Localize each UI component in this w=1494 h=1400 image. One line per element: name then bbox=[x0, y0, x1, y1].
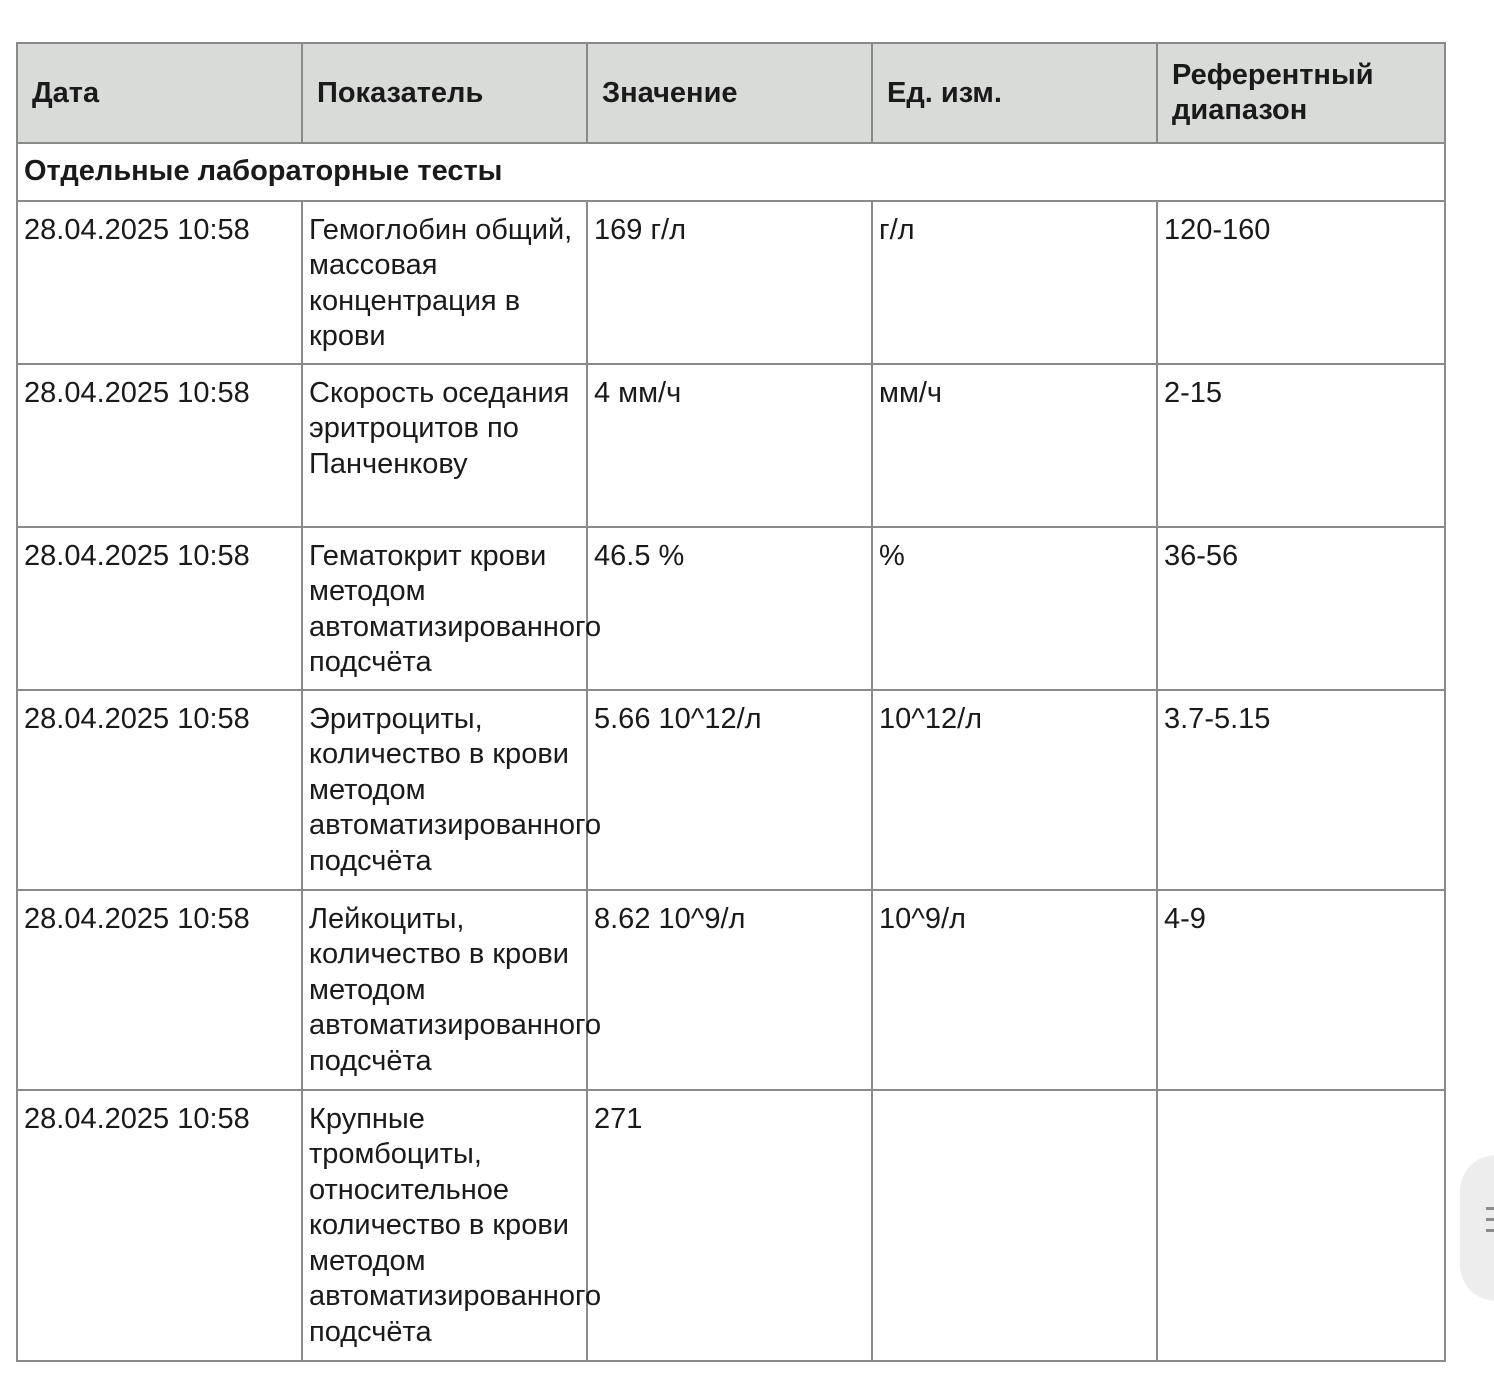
lab-results-table bbox=[16, 42, 1446, 1362]
cell-value: 5.66 10^12/л bbox=[587, 690, 872, 890]
cell-value: 8.62 10^9/л bbox=[587, 890, 872, 1090]
header-indicator: Показатель bbox=[302, 43, 587, 143]
menu-lines-icon bbox=[1486, 1207, 1494, 1237]
side-panel-handle[interactable] bbox=[1460, 1155, 1494, 1301]
cell-range bbox=[1157, 1090, 1445, 1361]
cell-indicator: Гематокрит крови методом автоматизированного подсчёта bbox=[302, 527, 587, 690]
table-row bbox=[17, 890, 1445, 1090]
cell-unit: 10^12/л bbox=[872, 690, 1157, 890]
cell-value: 4 мм/ч bbox=[587, 364, 872, 527]
table-row bbox=[17, 364, 1445, 527]
cell-indicator: Гемоглобин общий, массовая концентрация в крови bbox=[302, 201, 587, 364]
cell-date: 28.04.2025 10:58 bbox=[17, 690, 302, 890]
cell-indicator: Скорость оседания эритроцитов по Панченкову bbox=[302, 364, 587, 527]
cell-indicator: Крупные тромбоциты, относительное количество в крови методом автоматизированного подсчёта bbox=[302, 1090, 587, 1361]
cell-date: 28.04.2025 10:58 bbox=[17, 364, 302, 527]
header-range: Референтный диапазон bbox=[1157, 43, 1445, 143]
section-row bbox=[17, 143, 1445, 201]
cell-indicator: Эритроциты, количество в крови методом автоматизированного подсчёта bbox=[302, 690, 587, 890]
cell-range: 4-9 bbox=[1157, 890, 1445, 1090]
section-title: Отдельные лабораторные тесты bbox=[17, 143, 1445, 201]
cell-indicator: Лейкоциты, количество в крови методом автоматизированного подсчёта bbox=[302, 890, 587, 1090]
cell-date: 28.04.2025 10:58 bbox=[17, 201, 302, 364]
cell-unit: 10^9/л bbox=[872, 890, 1157, 1090]
header-date: Дата bbox=[17, 43, 302, 143]
cell-date: 28.04.2025 10:58 bbox=[17, 1090, 302, 1361]
header-unit: Ед. изм. bbox=[872, 43, 1157, 143]
cell-value: 169 г/л bbox=[587, 201, 872, 364]
cell-unit: г/л bbox=[872, 201, 1157, 364]
table-row bbox=[17, 690, 1445, 890]
header-row bbox=[17, 43, 1445, 143]
cell-range: 2-15 bbox=[1157, 364, 1445, 527]
header-value: Значение bbox=[587, 43, 872, 143]
cell-range: 36-56 bbox=[1157, 527, 1445, 690]
cell-unit bbox=[872, 1090, 1157, 1361]
cell-value: 271 bbox=[587, 1090, 872, 1361]
table-row bbox=[17, 527, 1445, 690]
cell-range: 3.7-5.15 bbox=[1157, 690, 1445, 890]
cell-value: 46.5 % bbox=[587, 527, 872, 690]
table-row bbox=[17, 201, 1445, 364]
cell-unit: мм/ч bbox=[872, 364, 1157, 527]
table-row bbox=[17, 1090, 1445, 1361]
cell-date: 28.04.2025 10:58 bbox=[17, 527, 302, 690]
cell-range: 120-160 bbox=[1157, 201, 1445, 364]
cell-unit: % bbox=[872, 527, 1157, 690]
cell-date: 28.04.2025 10:58 bbox=[17, 890, 302, 1090]
